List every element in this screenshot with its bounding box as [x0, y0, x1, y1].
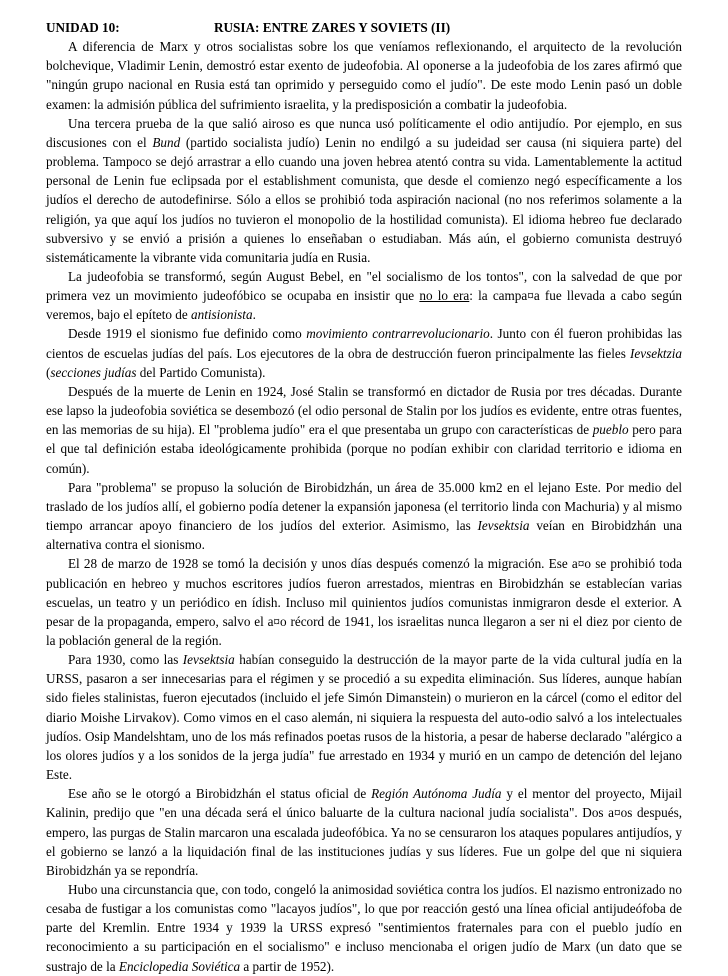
italic-text: Región Autónoma Judía: [371, 786, 502, 802]
text-run: Desde 1919 el sionismo fue definido como: [68, 326, 307, 342]
italic-text: antisionista: [191, 307, 253, 323]
text-run: a partir de 1952).: [240, 958, 335, 974]
paragraph: [46, 880, 682, 976]
text-run: (: [46, 364, 51, 380]
text-run: pero para el que tal definición estaba ideológicamente prohibida (porque no podían exhibir con claridad territorio e idioma en común).: [46, 422, 683, 476]
italic-text: movimiento contrarrevolucionario: [306, 326, 490, 342]
body-text: [46, 37, 682, 976]
italic-text: Ievsektzia: [630, 345, 682, 361]
paragraph: [46, 382, 682, 478]
text-run: El 28 de marzo de 1928 se tomó la decisión y unos días después comenzó la migración. Ese a¤o se prohibió toda publicación en hebreo y muchos escritores judíos fueron arrestados, mientras en Birobidzhán se establecían varias escuelas, un teatro y un periódico en ídish. Incluso mil quinientos judíos comunistas inmigraron desde el exterior. A pesar de la propaganda, empero, salvo el a¤o récord de 1941, los israelitas nunca llegaron a ser ni el diez por ciento de la población general de la región.: [46, 556, 682, 648]
text-run: y el mentor del proyecto, Mijail Kalinin, predijo que "en una década será el único baluarte de la cultura nacional judía socialista". Dos a¤os después, empero, las purgas de Stalin marcaron una escalada judeofóbica. Ya no se censuraron los ataques populares antijudíos, y el gobierno se lanzó a la liquidación final de las instituciones judías y sus líderes. Fue un golpe del que ni siquiera Birobidzhán ya se repondría.: [46, 786, 682, 878]
unit-label: UNIDAD 10:: [46, 20, 120, 35]
text-run: Después de la muerte de Lenin en 1924, José Stalin se transformó en dictador de Rusia por tres décadas. Durante ese lapso la judeofobia soviética se desembozó (el odio personal de Stalin por los judíos es evidente, entre otras fuentes, en las memorias de su hija). El "problema judío" era el que presentaba un grupo con características de: [46, 383, 682, 438]
italic-text: Enciclopedia Soviética: [118, 958, 241, 974]
italic-text: secciones judías: [50, 364, 137, 380]
document-heading: [46, 18, 682, 37]
paragraph: [46, 267, 682, 324]
italic-text: pueblo: [592, 422, 629, 438]
text-run: (partido socialista judío) Lenin no endilgó a su judeidad ser causa (ni siquiera parte) del problema. Tampoco se dejó arrastrar a ello cuando una joven hebrea atentó contra su vida. Lamentablemente la actitud personal de Lenin fue eclipsada por el establishment comunista, que desde el comienzo negó específicamente a los judíos el derecho de autodefinirse. Sólo a ellos se prohibió toda aspiración nacional (no nos referimos solamente a la religión, ya que aquí los judíos no tuvieron el monopolio de la hostilidad comunista). El idioma hebreo fue declarado subversivo y se envió a prisión a quienes lo enseñaban o estudiaban. Más aún, el gobierno comunista destruyó sistemáticamente la vibrante vida comunitaria judía en Rusia.: [46, 134, 682, 265]
text-run: La judeofobia se transformó, según August Bebel, en "el socialismo de los tontos", con la salvedad de que por primera vez un movimiento judeofóbico se ocupaba en insistir que: [46, 269, 682, 304]
italic-text: Bund: [152, 134, 181, 150]
text-run: del Partido Comunista).: [136, 364, 266, 380]
paragraph: [46, 784, 682, 880]
text-run: Hubo una circunstancia que, con todo, congeló la animosidad soviética contra los judíos. El nazismo entronizado no cesaba de fustigar a los comunistas como "lacayos judíos", lo que por reacción gestó una línea oficial antijudeófoba de parte del Kremlin. Entre 1934 y 1939 la URSS expresó "sentimientos fraternales para con el pueblo judío en reconocimiento a su participación en el socialismo" e incluso mencionaba el origen judío de Marx (un dato que se sustrajo de la: [46, 882, 682, 974]
underlined-text: no lo era: [419, 288, 470, 304]
paragraph: [46, 114, 682, 267]
text-run: . Junto con él fueron prohibidas las cientos de escuelas judías del país. Los ejecutores de la obra de destrucción fueron principalmente las fieles: [46, 326, 682, 361]
paragraph: [46, 37, 682, 114]
text-run: A diferencia de Marx y otros socialistas sobre los que veníamos reflexionando, el arquitecto de la revolución bolchevique, Vladimir Lenin, demostró estar exento de judeofobia. Al oponerse a la judeofobia de los zares afirmó que "ningún grupo nacional en Rusia está tan oprimido y perseguido como el judío". De este modo Lenin pasó un doble examen: la admisión pública del sufrimiento israelita, y la predisposición a combatir la judeofobia.: [46, 39, 682, 112]
italic-text: Ievsektsia: [477, 518, 530, 534]
italic-text: Ievsektsia: [182, 652, 235, 668]
text-run: Para 1930, como las: [68, 652, 183, 668]
document-page: [46, 18, 682, 976]
paragraph: [46, 324, 682, 381]
text-run: Ese año se le otorgó a Birobidzhán el status oficial de: [68, 786, 372, 802]
chapter-title: RUSIA: ENTRE ZARES Y SOVIETS (II): [214, 20, 451, 35]
paragraph: [46, 554, 682, 650]
text-run: .: [252, 307, 256, 323]
text-run: Una tercera prueba de la que salió airoso es que nunca usó políticamente el odio antijudío. Por ejemplo, en sus discusiones con el: [46, 115, 682, 150]
text-run: Para "problema" se propuso la solución de Birobidzhán, un área de 35.000 km2 en el lejano Este. Por medio del traslado de los judíos allí, el gobierno podía detener la expansión japonesa (el territorio linda con Machuria) y al mismo tiempo arrancar apoyo financiero de los judíos del exterior. Asimismo, las: [46, 479, 682, 534]
text-run: : la campa¤a fue llevada a cabo según veremos, bajo el epíteto de: [46, 288, 683, 323]
paragraph: [46, 478, 682, 555]
paragraph: [46, 650, 682, 784]
text-run: veían en Birobidzhán una alternativa contra el sionismo.: [46, 518, 682, 553]
text-run: habían conseguido la destrucción de la mayor parte de la vida cultural judía en la URSS, pasaron a ser innecesarias para el régimen y se procedió a su expedita eliminación. Sus líderes, aunque habían sido fieles stalinistas, fueron ejecutados (incluido el jefe Simón Dimanstein) o murieron en la cárcel (como el editor del diario Moishe Lirvakov). Como vimos en el caso alemán, ni siquiera la respuesta del auto-odio salvó a los intelectuales judíos. Osip Mandelshtam, uno de los más refinados poetas rusos de la historia, a pesar de haberse declarado "alérgico a los olores judíos y a los sonidos de la jerga judía" fue arrestado en 1934 y murió en un campo de detención del lejano Este.: [46, 652, 682, 783]
